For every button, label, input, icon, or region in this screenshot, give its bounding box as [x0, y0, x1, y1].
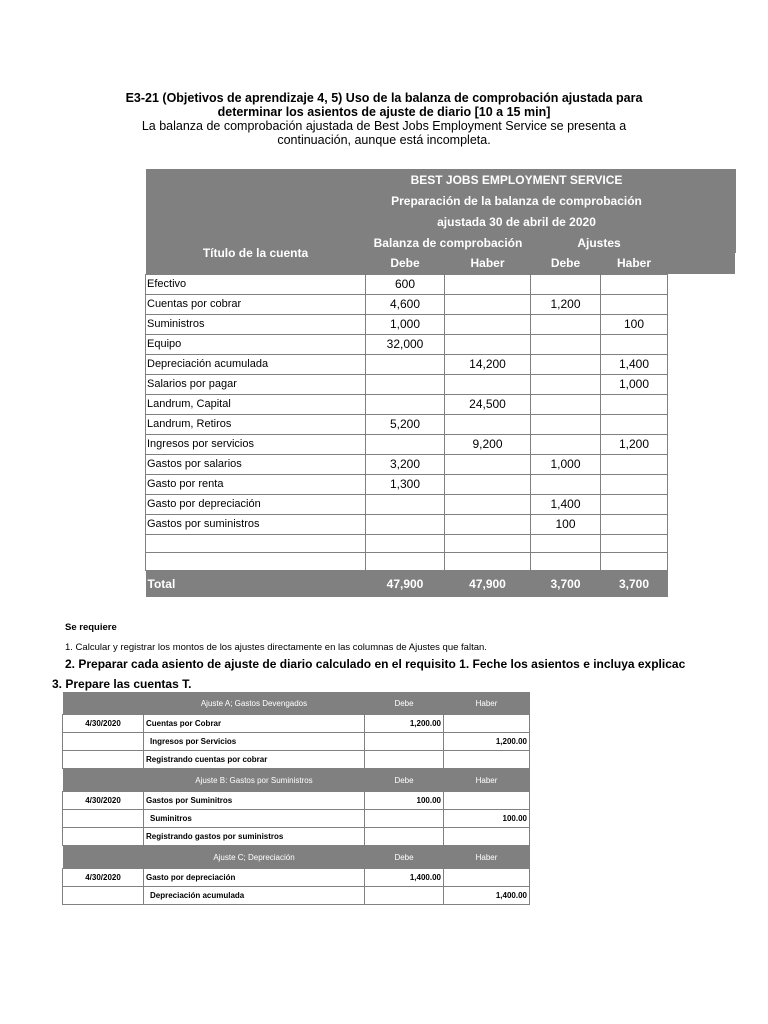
adj-haber-cell: 100: [601, 314, 668, 334]
adj-haber-cell: 1,200: [601, 434, 668, 454]
adj-debe-cell: [531, 434, 601, 454]
entry-note: Registrando gastos por suministros: [144, 828, 365, 846]
account-name: Landrum, Capital: [146, 394, 366, 414]
table-row: [146, 434, 736, 454]
company-name: BEST JOBS EMPLOYMENT SERVICE: [366, 169, 668, 190]
table-row: [146, 334, 736, 354]
journal-haber-header: Haber: [444, 692, 530, 715]
report-subtitle-1: Preparación de la balanza de comprobación: [366, 190, 668, 211]
tb-haber-cell: [445, 494, 531, 514]
adj-haber-header: Haber: [601, 253, 668, 274]
journal-debe-header: Debe: [365, 846, 444, 869]
account-name: Equipo: [146, 334, 366, 354]
exercise-intro: [120, 120, 648, 147]
credit-amount: 100.00: [444, 810, 530, 828]
tb-haber-cell: [445, 374, 531, 394]
trial-balance-group-header: Balanza de comprobación: [366, 232, 531, 253]
entry-date: 4/30/2020: [63, 715, 144, 733]
account-name: Suministros: [146, 314, 366, 334]
blank-row: [146, 552, 736, 570]
debit-account: Gasto por depreciación: [144, 869, 365, 887]
tb-debe-cell: [366, 434, 445, 454]
blank-row: [146, 534, 736, 552]
account-name: Ingresos por servicios: [146, 434, 366, 454]
journal-row: [63, 792, 530, 810]
tb-debe-cell: [366, 354, 445, 374]
table-row: [146, 394, 736, 414]
tb-debe-header: Debe: [366, 253, 445, 274]
adj-debe-cell: [531, 394, 601, 414]
journal-entry-header: [63, 846, 530, 869]
debit-account: Gastos por Suminitros: [144, 792, 365, 810]
account-name: Efectivo: [146, 274, 366, 294]
account-name: Gasto por depreciación: [146, 494, 366, 514]
adj-haber-cell: [601, 294, 668, 314]
table-row: [146, 454, 736, 474]
adj-haber-cell: [601, 274, 668, 294]
tb-haber-cell: [445, 294, 531, 314]
adj-haber-cell: 1,400: [601, 354, 668, 374]
journal-entry-header: [63, 769, 530, 792]
tb-haber-cell: [445, 314, 531, 334]
tb-debe-cell: 600: [366, 274, 445, 294]
requirement-3: 3. Prepare las cuentas T.: [52, 677, 192, 691]
debit-account: Cuentas por Cobrar: [144, 715, 365, 733]
adj-debe-cell: [531, 354, 601, 374]
adj-debe-cell: 1,000: [531, 454, 601, 474]
account-name: Gastos por suministros: [146, 514, 366, 534]
adj-debe-cell: 100: [531, 514, 601, 534]
tb-haber-cell: [445, 334, 531, 354]
table-row: [146, 474, 736, 494]
adj-debe-cell: [531, 374, 601, 394]
tb-debe-cell: [366, 374, 445, 394]
tb-debe-cell: 4,600: [366, 294, 445, 314]
tb-haber-cell: [445, 474, 531, 494]
adj-debe-cell: [531, 414, 601, 434]
table-row: [146, 314, 736, 334]
adj-debe-cell: [531, 274, 601, 294]
account-name: Gastos por salarios: [146, 454, 366, 474]
adj-haber-cell: [601, 394, 668, 414]
journal-entries-table: [62, 692, 530, 905]
tb-haber-header: Haber: [445, 253, 531, 274]
journal-debe-header: Debe: [365, 692, 444, 715]
table-row: [146, 494, 736, 514]
entry-title: Ajuste C; Depreciación: [144, 846, 365, 869]
entry-title: Ajuste B: Gastos por Suministros: [144, 769, 365, 792]
tb-haber-cell: [445, 454, 531, 474]
intro-line-2: continuación, aunque está incompleta.: [277, 132, 491, 147]
tb-haber-cell: 24,500: [445, 394, 531, 414]
journal-row: [63, 810, 530, 828]
table-row: [146, 514, 736, 534]
credit-account: Depreciación acumulada: [144, 887, 365, 905]
adj-haber-cell: [601, 494, 668, 514]
adj-haber-cell: [601, 414, 668, 434]
adj-haber-cell: [601, 454, 668, 474]
credit-amount: 1,400.00: [444, 887, 530, 905]
intro-line-1: La balanza de comprobación ajustada de Best Jobs Employment Service se presenta a: [141, 119, 627, 133]
adj-debe-cell: 1,400: [531, 494, 601, 514]
table-row: [146, 374, 736, 394]
adj-debe-cell: 1,200: [531, 294, 601, 314]
journal-debe-header: Debe: [365, 769, 444, 792]
tb-debe-cell: 3,200: [366, 454, 445, 474]
table-row: [146, 294, 736, 314]
table-row: [146, 414, 736, 434]
report-subtitle-2: ajustada 30 de abril de 2020: [366, 211, 668, 232]
journal-row: [63, 869, 530, 887]
heading-line-1: E3-21 (Objetivos de aprendizaje 4, 5) Uso de la balanza de comprobación ajustada para: [125, 91, 643, 105]
total-row: [146, 570, 736, 597]
tb-debe-cell: [366, 514, 445, 534]
total-label: Total: [146, 570, 366, 597]
adj-debe-header: Debe: [531, 253, 601, 274]
journal-row: [63, 887, 530, 905]
account-name: Salarios por pagar: [146, 374, 366, 394]
tb-debe-cell: [366, 394, 445, 414]
journal-haber-header: Haber: [444, 846, 530, 869]
entry-title: Ajuste A; Gastos Devengados: [144, 692, 365, 715]
tb-debe-cell: 1,000: [366, 314, 445, 334]
requirement-1: 1. Calcular y registrar los montos de los ajustes directamente en las columnas de Ajustes que faltan.: [65, 642, 487, 653]
entry-date: 4/30/2020: [63, 792, 144, 810]
credit-account: Suminitros: [144, 810, 365, 828]
trial-balance-table: [145, 169, 736, 597]
journal-row: [63, 715, 530, 733]
account-name: Gasto por renta: [146, 474, 366, 494]
adjustments-group-header: Ajustes: [531, 232, 668, 253]
debit-amount: 100.00: [365, 792, 444, 810]
credit-amount: 1,200.00: [444, 733, 530, 751]
heading-line-2: determinar los asientos de ajuste de diario [10 a 15 min]: [217, 105, 551, 119]
total-adj-debe: 3,700: [531, 570, 601, 597]
adj-haber-cell: [601, 334, 668, 354]
journal-row: [63, 751, 530, 769]
requirement-2: 2. Preparar cada asiento de ajuste de diario calculado en el requisito 1. Feche los asientos e incluya explicac: [65, 657, 686, 671]
credit-account: Ingresos por Servicios: [144, 733, 365, 751]
account-name: Landrum, Retiros: [146, 414, 366, 434]
journal-row: [63, 828, 530, 846]
debit-amount: 1,200.00: [365, 715, 444, 733]
entry-date: 4/30/2020: [63, 869, 144, 887]
adj-haber-cell: [601, 514, 668, 534]
adj-debe-cell: [531, 314, 601, 334]
total-tb-debe: 47,900: [366, 570, 445, 597]
journal-haber-header: Haber: [444, 769, 530, 792]
account-title-header: Título de la cuenta: [146, 232, 366, 274]
tb-haber-cell: [445, 414, 531, 434]
adj-haber-cell: [601, 474, 668, 494]
adj-debe-cell: [531, 334, 601, 354]
tb-debe-cell: 32,000: [366, 334, 445, 354]
table-row: [146, 354, 736, 374]
table-row: [146, 274, 736, 294]
debit-amount: 1,400.00: [365, 869, 444, 887]
account-name: Cuentas por cobrar: [146, 294, 366, 314]
entry-note: Registrando cuentas por cobrar: [144, 751, 365, 769]
tb-debe-cell: 1,300: [366, 474, 445, 494]
tb-haber-cell: [445, 274, 531, 294]
total-tb-haber: 47,900: [445, 570, 531, 597]
tb-haber-cell: [445, 514, 531, 534]
tb-haber-cell: 9,200: [445, 434, 531, 454]
account-name: Depreciación acumulada: [146, 354, 366, 374]
journal-row: [63, 733, 530, 751]
tb-debe-cell: 5,200: [366, 414, 445, 434]
journal-entry-header: [63, 692, 530, 715]
adj-debe-cell: [531, 474, 601, 494]
total-adj-haber: 3,700: [601, 570, 668, 597]
tb-debe-cell: [366, 494, 445, 514]
tb-haber-cell: 14,200: [445, 354, 531, 374]
exercise-heading: [120, 91, 648, 119]
adj-haber-cell: 1,000: [601, 374, 668, 394]
requirements-title: Se requiere: [65, 622, 117, 633]
